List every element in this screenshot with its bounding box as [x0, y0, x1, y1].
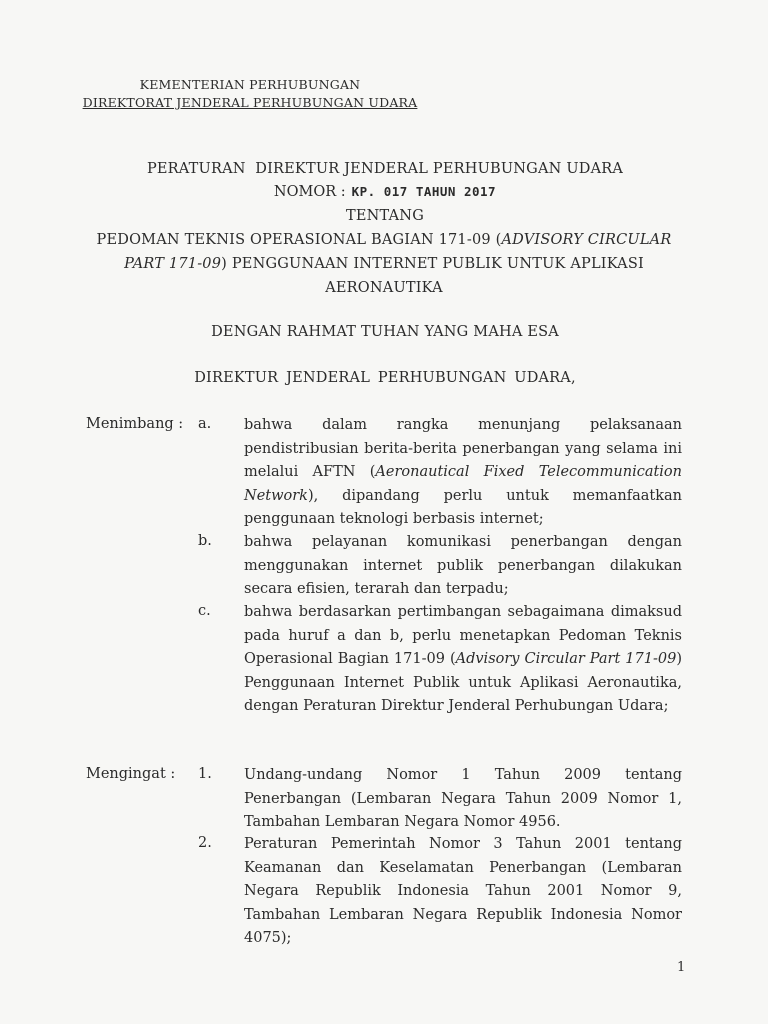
mengingat-marker-1: 1. — [198, 766, 212, 782]
menimbang-item-a — [244, 414, 682, 532]
subject-part-c: ) PENGGUNAAN INTERNET PUBLIK UNTUK APLIKASI AERONAUTIKA — [221, 256, 644, 296]
directorate-name: DIREKTORAT JENDERAL PERHUBUNGAN UDARA — [82, 95, 418, 110]
subject-part-b: ADVISORY CIRCULAR PART 171-09 — [124, 232, 672, 272]
mengingat-marker-2: 2. — [198, 835, 212, 851]
direktur-line: DIREKTUR JENDERAL PERHUBUNGAN UDARA, — [194, 370, 576, 386]
subject-part-a: PEDOMAN TEKNIS OPERASIONAL BAGIAN 171-09 ( — [96, 232, 502, 248]
menimbang-label: Menimbang : — [86, 416, 184, 432]
regulation-subject — [84, 228, 684, 300]
menimbang-item-c — [244, 601, 682, 719]
mengingat-item-1: Undang-undang Nomor 1 Tahun 2009 tentang Penerbangan (Lembaran Negara Tahun 2009 Nomor 1, Tambahan Lembaran Negara Nomor 4956. — [244, 767, 682, 831]
menimbang-c-text-1: bahwa berdasarkan pertimbangan sebagaimana dimaksud pada huruf a dan b, perlu menetapkan Pedoman Teknis Operasional Bagian 171-09 ( — [244, 604, 682, 668]
menimbang-a-text-1: bahwa dalam rangka menunjang pelaksanaan pendistribusian berita-berita penerbangan yang selama ini melalui AFTN ( — [244, 417, 682, 481]
regulation-title: PERATURAN DIREKTUR JENDERAL PERHUBUNGAN UDARA — [146, 161, 624, 177]
page-number: 1 — [677, 960, 686, 975]
menimbang-item-b: bahwa pelayanan komunikasi penerbangan dengan menggunakan internet publik penerbangan dilakukan secara efisien, terarah dan terpadu; — [244, 534, 682, 598]
mengingat-item-2: Peraturan Pemerintah Nomor 3 Tahun 2001 tentang Keamanan dan Keselamatan Penerbangan (Lembaran Negara Republik Indonesia Tahun 2001 Nomor 9, Tambahan Lembaran Negara Republik Indonesia Nomor 4075); — [244, 836, 682, 947]
nomor-value: KP. 017 TAHUN 2017 — [351, 184, 497, 199]
regulation-number-line — [60, 180, 710, 204]
tentang-heading: TENTANG — [346, 208, 424, 224]
nomor-label: NOMOR : — [273, 184, 346, 200]
letterhead — [80, 76, 420, 112]
menimbang-c-text-3: ) Penggunaan Internet Publik untuk Aplikasi Aeronautika, dengan Peraturan Direktur Jenderal Perhubungan Udara; — [244, 651, 682, 715]
menimbang-marker-a: a. — [198, 416, 212, 432]
menimbang-a-text-3: ), dipandang perlu untuk memanfaatkan penggunaan teknologi berbasis internet; — [244, 487, 682, 528]
menimbang-marker-c: c. — [198, 603, 211, 619]
ministry-name: KEMENTERIAN PERHUBUNGAN — [139, 77, 361, 92]
menimbang-c-text-2: Advisory Circular Part 171-09 — [455, 651, 677, 668]
rahmat-line: DENGAN RAHMAT TUHAN YANG MAHA ESA — [211, 324, 559, 340]
mengingat-label: Mengingat : — [86, 766, 176, 782]
menimbang-a-text-2: Aeronautical Fixed Telecommunication Network — [244, 464, 683, 504]
menimbang-marker-b: b. — [198, 533, 212, 549]
